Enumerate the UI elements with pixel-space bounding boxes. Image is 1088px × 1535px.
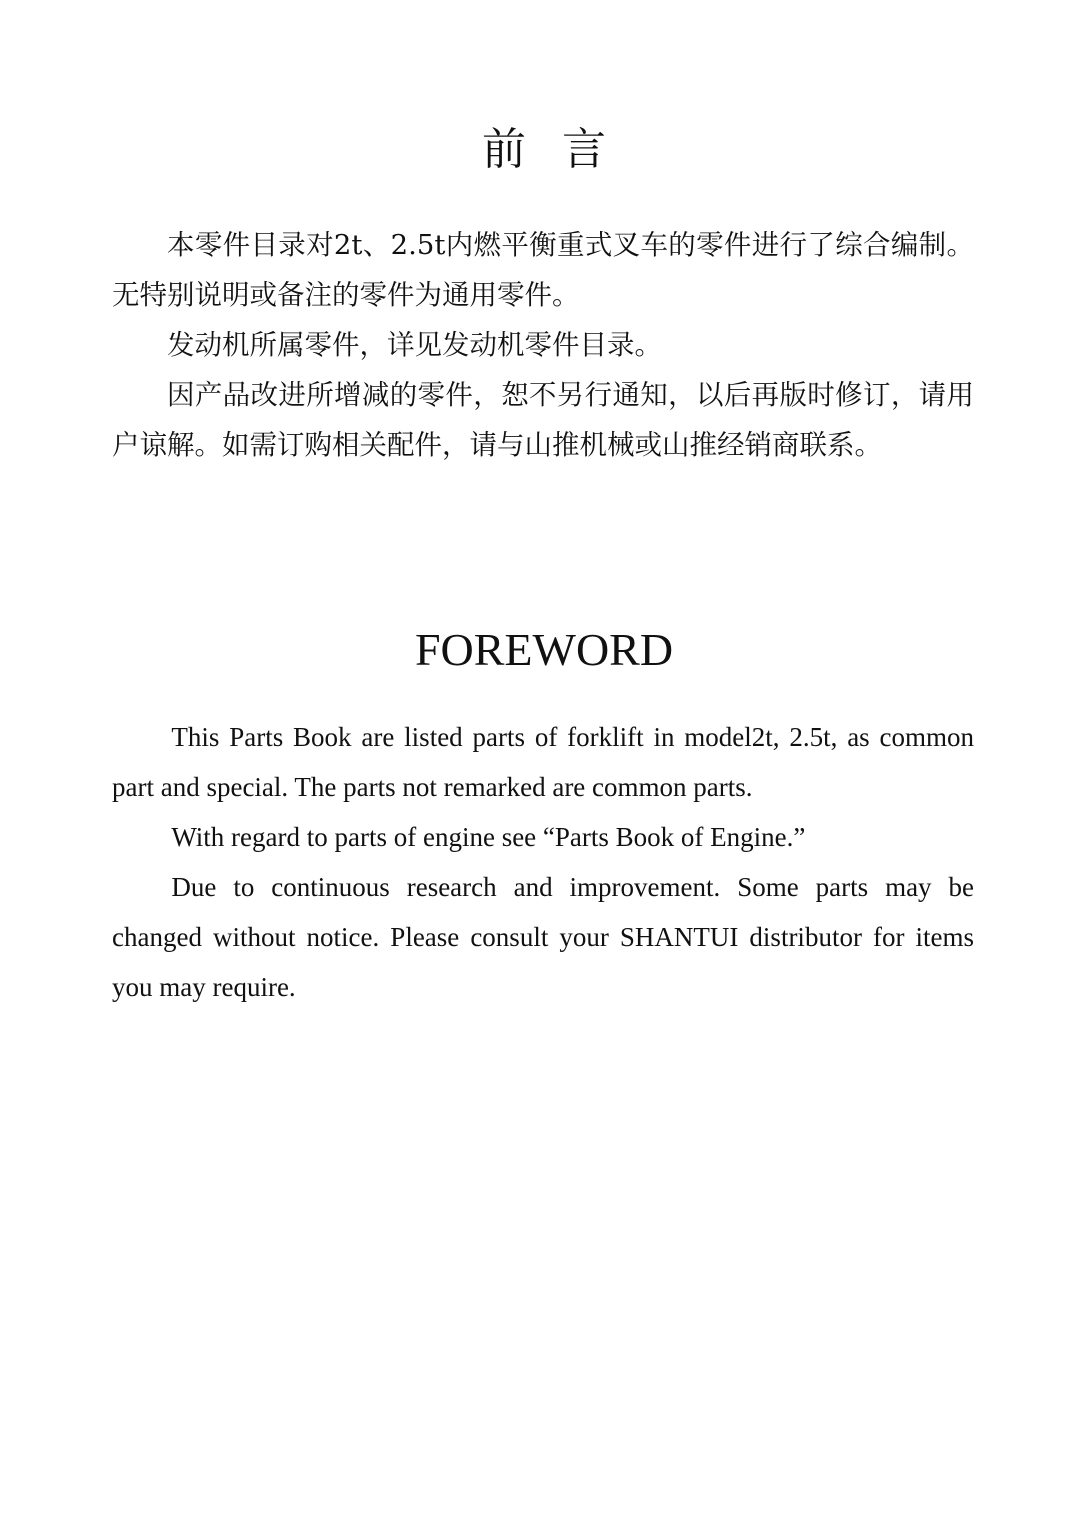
english-paragraph-3: Due to continuous research and improvement. Some parts may be changed without notice. Please consult your SHANTUI distributor for items you may require.: [112, 872, 974, 1002]
chinese-paragraph-1: 本零件目录对2t、2.5t内燃平衡重式叉车的零件进行了综合编制。无特别说明或备注的零件为通用零件。: [112, 229, 974, 311]
chinese-title: 前言: [482, 124, 642, 175]
english-paragraph-1: This Parts Book are listed parts of forklift in model2t, 2.5t, as common part and special. The parts not remarked are common parts.: [112, 722, 974, 802]
chinese-foreword-body: [112, 220, 974, 470]
chinese-paragraph-3: 因产品改进所增减的零件，恕不另行通知，以后再版时修订，请用户谅解。如需订购相关配件，请与山推机械或山推经销商联系。: [112, 379, 974, 461]
chinese-paragraph-2: 发动机所属零件，详见发动机零件目录。: [167, 329, 662, 361]
english-title: FOREWORD: [414, 624, 674, 675]
english-paragraph-2: With regard to parts of engine see “Parts Book of Engine.”: [171, 822, 806, 852]
english-foreword-body: [112, 712, 974, 1012]
